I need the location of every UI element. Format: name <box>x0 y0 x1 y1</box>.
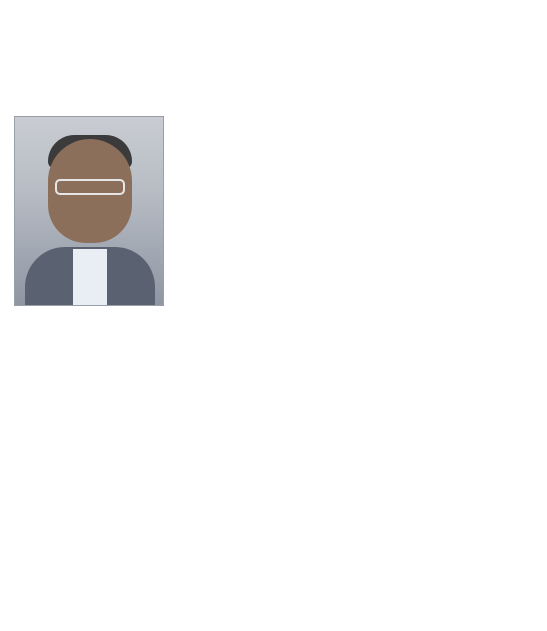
article-body <box>14 112 533 306</box>
lead-text <box>178 112 533 118</box>
lead-block <box>14 112 533 306</box>
glasses-icon <box>55 179 125 195</box>
portrait-photo <box>14 116 164 306</box>
headline <box>14 10 533 58</box>
subheadline <box>14 68 533 98</box>
